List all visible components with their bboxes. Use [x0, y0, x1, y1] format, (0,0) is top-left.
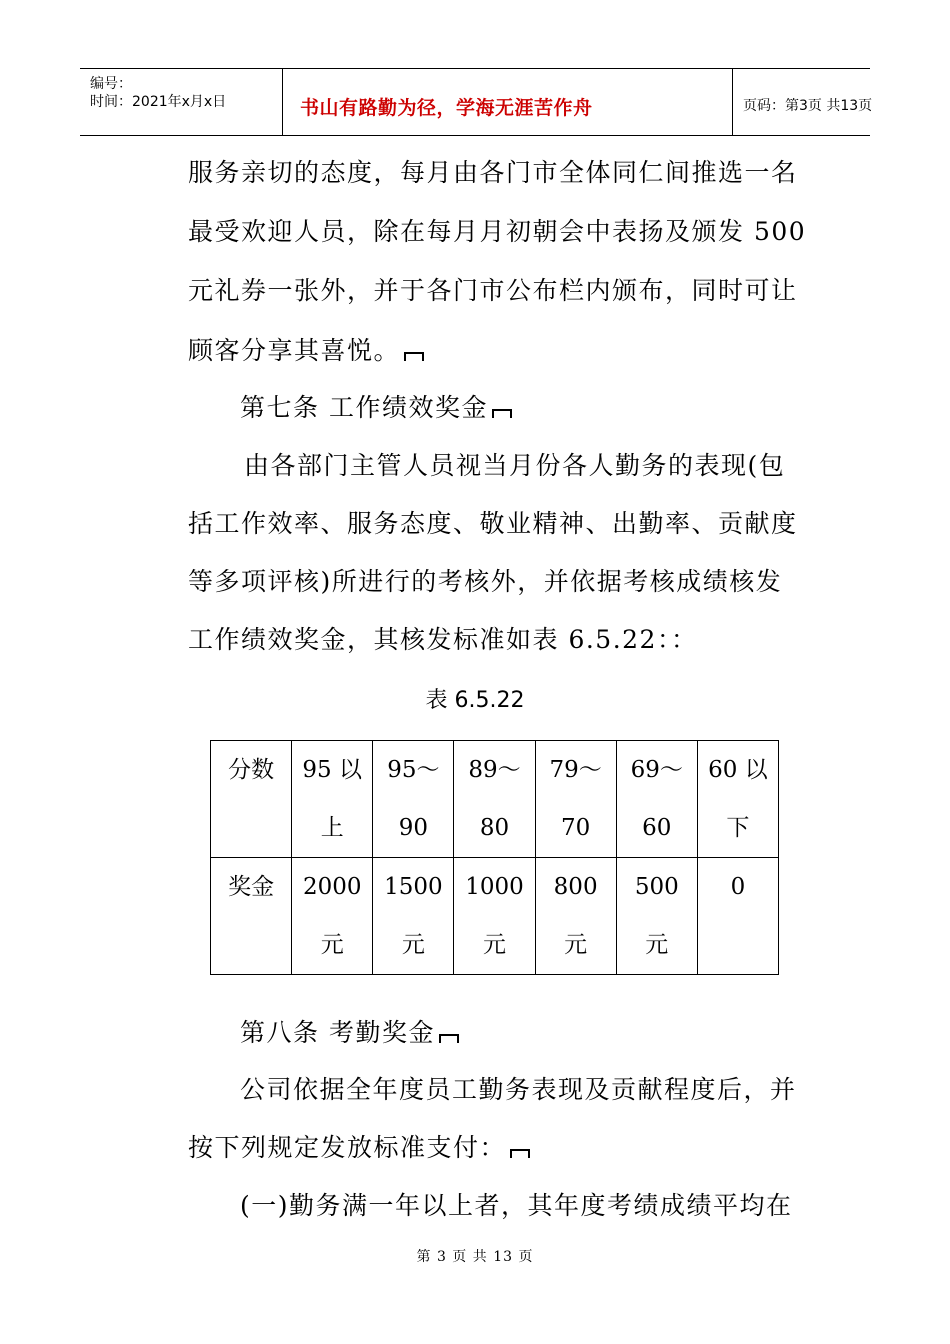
table-row-bonus [211, 858, 779, 975]
table-cell [616, 858, 697, 975]
cell-line: 90 [398, 815, 428, 841]
body-line: (一)勤务满一年以上者，其年度考绩成绩平均在 [240, 1191, 793, 1220]
cell-line: 800 [553, 874, 598, 900]
cell-line: 元 [401, 932, 425, 958]
paragraph-mark-icon [510, 1149, 530, 1158]
table-cell [373, 858, 454, 975]
header-motto-cell [282, 69, 733, 135]
body-line: 最受欢迎人员，除在每月月初朝会中表扬及颁发 500 [188, 217, 807, 246]
cell-line: 69～ [630, 757, 683, 783]
cell-line: 60 以 [708, 757, 768, 783]
cell-line: 元 [645, 932, 669, 958]
cell-line: 元 [564, 932, 588, 958]
cell-line: 80 [479, 815, 510, 841]
table-cell [697, 858, 778, 975]
header-motto: 书山有路勤为径，学海无涯苦作舟 [300, 97, 593, 119]
cell-line: 60 [642, 815, 672, 841]
header-page-info: 页码：第3页 共13页 [743, 98, 873, 114]
cell-line: 89～ [468, 757, 521, 783]
body-line: 服务亲切的态度，每月由各门市全体同仁间推选一名 [188, 158, 798, 187]
cell-text: 奖金 [228, 874, 275, 900]
cell-line: 1000 [465, 874, 524, 900]
table-caption: 表 6.5.22 [425, 688, 525, 713]
table-cell [454, 741, 535, 858]
table-cell [616, 741, 697, 858]
cell-line: 500 [634, 874, 679, 900]
table-row-score [211, 741, 779, 858]
header-meta [80, 69, 283, 135]
cell-line: 元 [320, 932, 344, 958]
table-cell [292, 741, 373, 858]
header-page-cell [733, 69, 873, 135]
cell-line: 70 [560, 815, 591, 841]
article-heading-text: 第八条 考勤奖金 [240, 1018, 435, 1047]
body-line: 等多项评核)所进行的考核外，并依据考核成绩核发 [188, 567, 783, 596]
body-line [188, 336, 424, 366]
article-heading [240, 1018, 459, 1048]
table-cell [292, 858, 373, 975]
cell-line: 上 [320, 815, 344, 841]
table-cell-label [211, 741, 292, 858]
cell-line: 95～ [387, 757, 440, 783]
table-cell [535, 858, 616, 975]
body-line-text: 顾客分享其喜悦。 [188, 336, 401, 365]
doc-date-label: 时间：2021年x月x日 [90, 94, 227, 110]
doc-number-label: 编号： [90, 76, 132, 92]
body-line: 括工作效率、服务态度、敬业精神、出勤率、贡献度 [188, 509, 798, 538]
paragraph-mark-icon [439, 1034, 459, 1043]
body-line [188, 1133, 530, 1163]
table-cell-label [211, 858, 292, 975]
cell-line: 79～ [549, 757, 602, 783]
cell-line: 元 [482, 932, 506, 958]
table-cell [373, 741, 454, 858]
cell-text: 分数 [228, 757, 275, 783]
table-cell [454, 858, 535, 975]
page-footer: 第 3 页 共 13 页 [416, 1249, 534, 1265]
article-heading-text: 第七条 工作绩效奖金 [240, 393, 488, 422]
page-header [80, 68, 873, 136]
paragraph-mark-icon [404, 352, 424, 361]
cell-line: 0 [730, 874, 746, 900]
body-line-text: 按下列规定发放标准支付： [188, 1133, 507, 1162]
table-cell [535, 741, 616, 858]
article-heading [240, 393, 512, 423]
cell-line: 95 以 [302, 757, 362, 783]
cell-line: 2000 [302, 874, 362, 900]
table-cell [697, 741, 778, 858]
body-line [188, 276, 798, 306]
body-line: 工作绩效奖金，其核发标准如表 6.5.22：： [188, 625, 698, 654]
body-line-text: 元礼券一张外，并于各门市公布栏内颁布，同时可让 [188, 276, 798, 305]
cell-line: 1500 [384, 874, 443, 900]
body-line: 公司依据全年度员工勤务表现及贡献程度后，并 [240, 1075, 797, 1104]
bonus-table [210, 740, 779, 975]
body-line: 由各部门主管人员视当月份各人勤务的表现(包 [244, 451, 786, 480]
paragraph-mark-icon [492, 409, 512, 418]
cell-line: 下 [726, 815, 750, 841]
